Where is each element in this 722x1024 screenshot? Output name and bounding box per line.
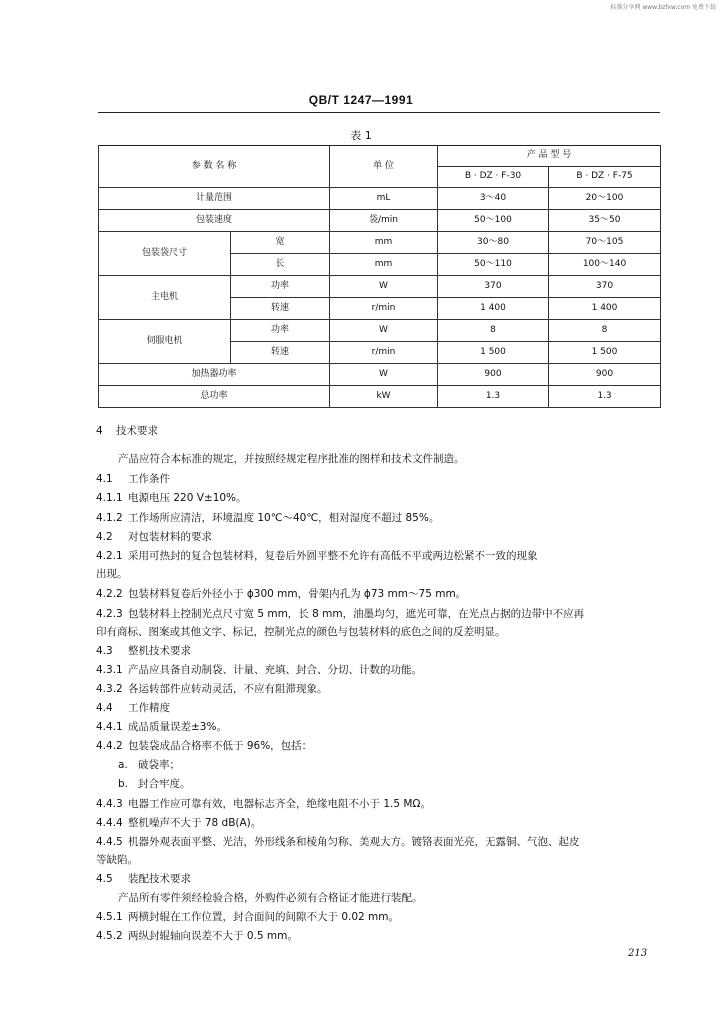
clause-number: 4.4.2: [96, 740, 123, 752]
row-sub: 转速: [231, 298, 330, 320]
section-number: 4.3: [96, 645, 113, 657]
clause-text: 各运转部件应转动灵活，不应有阻滞现象。: [128, 683, 328, 695]
section-number: 4: [96, 425, 103, 437]
clause: [96, 796, 431, 811]
clause-number: 4.1.1: [96, 492, 123, 504]
clause: [96, 586, 466, 601]
row-value-b: 370: [549, 276, 661, 298]
table-row: [99, 276, 661, 298]
row-unit: W: [330, 320, 438, 342]
row-value-b: 1 400: [549, 298, 661, 320]
row-unit: mm: [330, 254, 438, 276]
standard-code-header: QB/T 1247—1991: [308, 93, 414, 107]
row-value-b: 70～105: [549, 232, 661, 254]
section-title: 对包装材料的要求: [128, 531, 212, 543]
clause-text: 产品应具备自动制袋、计量、充填、封合、分切、计数的功能。: [128, 664, 422, 676]
table-caption: 表 1: [350, 129, 372, 142]
clause-continuation: 出现。: [96, 568, 128, 580]
section-number: 4.5: [96, 873, 113, 885]
clause-text: 两横封辊在工作位置，封合面间的间隙不大于 0.02 mm。: [128, 911, 400, 923]
table-row: [99, 210, 661, 232]
table-header-row: [99, 146, 661, 167]
header-model-b: B · DZ · F-75: [549, 167, 661, 188]
row-group: 包装袋尺寸: [99, 232, 231, 276]
section-title: 工作精度: [128, 702, 170, 714]
paragraph: 产品所有零件须经检验合格，外购件必须有合格证才能进行装配。: [118, 892, 423, 904]
row-name: 计量范围: [99, 188, 330, 210]
clause-text: 包装袋成品合格率不低于 96%，包括：: [128, 740, 313, 752]
header-rule: [98, 112, 660, 113]
row-value-a: 50～110: [438, 254, 549, 276]
row-value-a: 900: [438, 364, 549, 386]
row-value-a: 30～80: [438, 232, 549, 254]
row-name: 包装速度: [99, 210, 330, 232]
clause: [96, 719, 227, 734]
row-unit: mL: [330, 188, 438, 210]
clause: [96, 606, 584, 621]
clause: [96, 490, 247, 505]
clause: [96, 928, 298, 943]
row-sub: 功率: [231, 320, 330, 342]
row-value-b: 1 500: [549, 342, 661, 364]
row-unit: W: [330, 364, 438, 386]
row-unit: W: [330, 276, 438, 298]
header-param: 参 数 名 称: [99, 146, 330, 188]
row-sub: 宽: [231, 232, 330, 254]
section-heading: [96, 643, 191, 658]
clause-number: 4.2.2: [96, 588, 123, 600]
clause-number: 4.1.2: [96, 512, 123, 524]
row-value-b: 900: [549, 364, 661, 386]
section-title: 工作条件: [128, 473, 170, 485]
list-item: [118, 757, 180, 772]
clause-number: 4.4.3: [96, 798, 123, 810]
clause: [96, 681, 328, 696]
section-number: 4.1: [96, 473, 113, 485]
clause-number: 4.2.1: [96, 550, 123, 562]
row-value-a: 8: [438, 320, 549, 342]
clause: [96, 815, 261, 830]
list-item-text: 破袋率；: [138, 759, 180, 771]
row-sub: 长: [231, 254, 330, 276]
clause-text: 电源电压 220 V±10%。: [128, 492, 247, 504]
table-row: [99, 320, 661, 342]
clause: [96, 909, 399, 924]
table-row: [99, 188, 661, 210]
section-heading: [96, 529, 212, 544]
clause: [96, 738, 312, 753]
clause-continuation: 印有商标、图案或其他文字、标记，控制光点的颜色与包装材料的底色之间的反差明显。: [96, 626, 506, 638]
clause-text: 整机噪声不大于 78 dB(A)。: [128, 817, 262, 829]
section-number: 4.2: [96, 531, 113, 543]
list-marker: a.: [118, 759, 128, 771]
row-value-b: 1.3: [549, 386, 661, 408]
watermark-text: 标准分享网 www.bzfxw.com 免费下载: [610, 4, 716, 11]
table-row: [99, 232, 661, 254]
clause: [96, 510, 439, 525]
clause-number: 4.5.2: [96, 930, 123, 942]
clause-text: 包装材料复卷后外径小于 ϕ300 mm，骨架内孔为 ϕ73 mm～75 mm。: [128, 588, 467, 600]
row-name: 总功率: [99, 386, 330, 408]
row-sub: 功率: [231, 276, 330, 298]
clause-number: 4.3.2: [96, 683, 123, 695]
header-unit: 单 位: [330, 146, 438, 188]
row-unit: mm: [330, 232, 438, 254]
clause-number: 4.3.1: [96, 664, 123, 676]
clause-text: 机器外观表面平整、光洁，外形线条和棱角匀称、美观大方。镀铬表面光亮，无露铜、气泡、起皮: [128, 836, 580, 848]
clause-text: 工作场所应清洁，环境温度 10℃～40℃，相对湿度不超过 85%。: [128, 512, 440, 524]
row-sub: 转速: [231, 342, 330, 364]
table-row: [99, 386, 661, 408]
section-number: 4.4: [96, 702, 113, 714]
row-value-a: 370: [438, 276, 549, 298]
spec-table: [98, 145, 661, 408]
list-item: [118, 776, 191, 791]
clause-number: 4.5.1: [96, 911, 123, 923]
clause: [96, 662, 422, 677]
clause-number: 4.4.1: [96, 721, 123, 733]
list-item-text: 封合牢度。: [138, 778, 191, 790]
list-marker: b.: [118, 778, 129, 790]
clause-text: 电器工作应可靠有效，电器标志齐全，绝缘电阻不小于 1.5 MΩ。: [128, 798, 431, 810]
section-heading: [96, 871, 191, 886]
page-number: 213: [628, 948, 648, 959]
row-unit: r/min: [330, 298, 438, 320]
row-value-a: 1.3: [438, 386, 549, 408]
clause-text: 包装材料上控制光点尺寸宽 5 mm，长 8 mm，油墨均匀，遮光可靠，在光点占据的边带中不应再: [128, 608, 585, 620]
section-title: 整机技术要求: [128, 645, 191, 657]
row-value-a: 50～100: [438, 210, 549, 232]
row-unit: 袋/min: [330, 210, 438, 232]
row-group: 伺服电机: [99, 320, 231, 364]
clause-number: 4.2.3: [96, 608, 123, 620]
section-title: 技术要求: [116, 425, 159, 437]
section-heading: [96, 700, 170, 715]
clause-continuation: 等缺陷。: [96, 854, 138, 866]
header-model-a: B · DZ · F-30: [438, 167, 549, 188]
clause: [96, 834, 580, 849]
clause-text: 成品质量误差±3%。: [128, 721, 227, 733]
clause-text: 采用可热封的复合包装材料，复卷后外圆平整不允许有高低不平或两边松紧不一致的现象: [128, 550, 538, 562]
row-value-b: 100～140: [549, 254, 661, 276]
row-value-a: 1 400: [438, 298, 549, 320]
header-model-group: 产 品 型 号: [438, 146, 661, 167]
clause-text: 两纵封辊轴向误差不大于 0.5 mm。: [128, 930, 298, 942]
clause-number: 4.4.4: [96, 817, 123, 829]
row-group: 主电机: [99, 276, 231, 320]
clause: [96, 548, 538, 563]
clause-number: 4.4.5: [96, 836, 123, 848]
row-value-a: 1 500: [438, 342, 549, 364]
section-title: 装配技术要求: [128, 873, 191, 885]
row-value-b: 8: [549, 320, 661, 342]
section-heading: [96, 471, 170, 486]
row-value-b: 20～100: [549, 188, 661, 210]
row-value-a: 3～40: [438, 188, 549, 210]
row-unit: kW: [330, 386, 438, 408]
row-value-b: 35～50: [549, 210, 661, 232]
row-name: 加热器功率: [99, 364, 330, 386]
table-row: [99, 364, 661, 386]
section-heading: [96, 423, 158, 438]
paragraph: 产品应符合本标准的规定，并按照经规定程序批准的图样和技术文件制造。: [118, 453, 465, 465]
row-unit: r/min: [330, 342, 438, 364]
